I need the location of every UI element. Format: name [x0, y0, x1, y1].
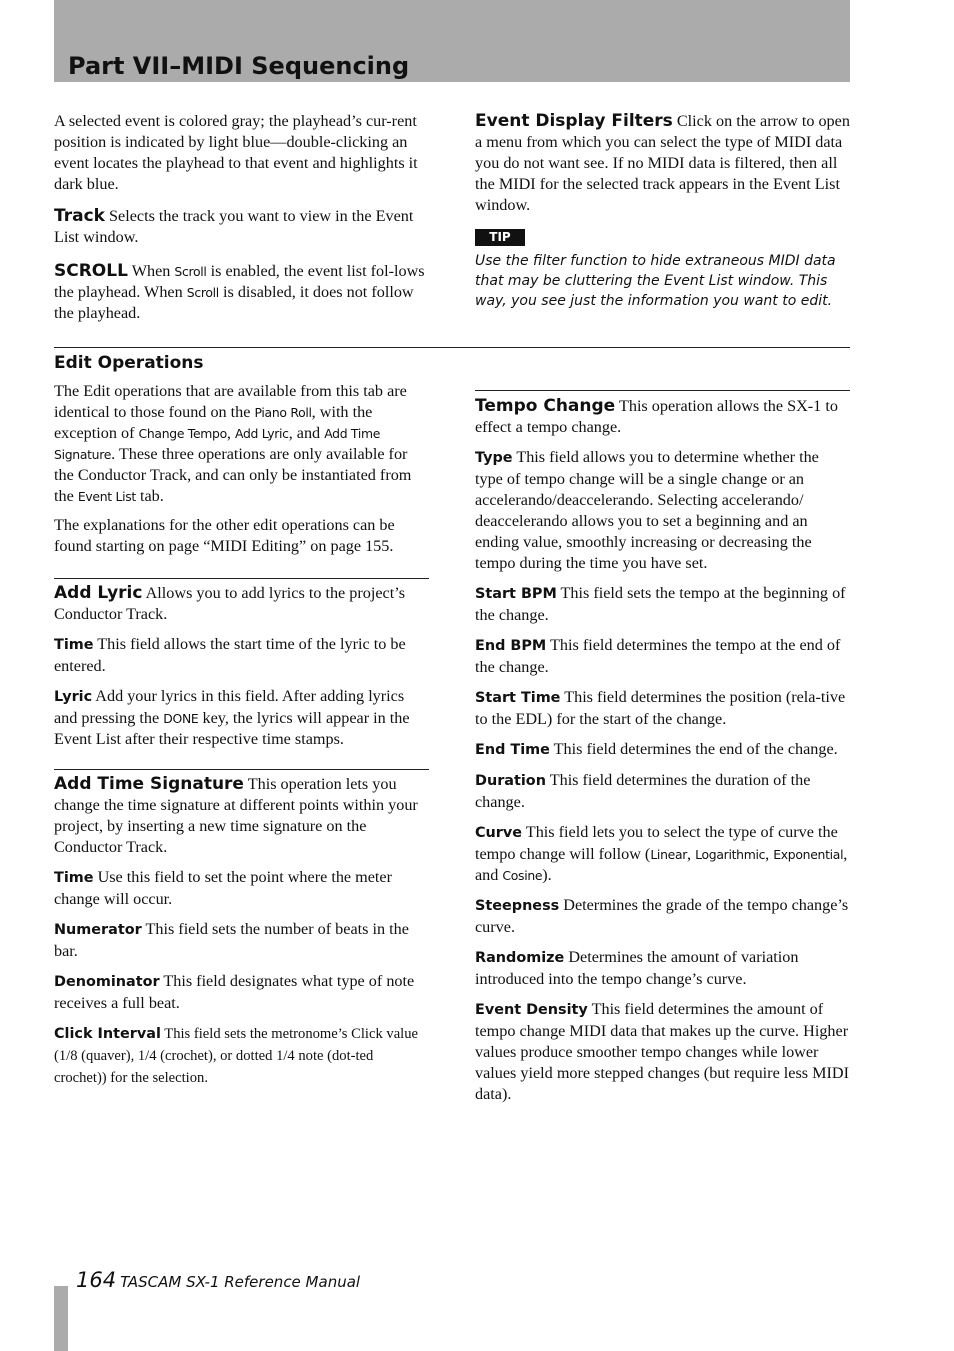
- type-term: Type: [475, 450, 513, 466]
- curve-text: ).: [542, 866, 552, 884]
- filters-text: Click on the arrow to open a menu from which you can select the type of MIDI data you do not want see. If no MIDI data is filtered, then all the MIDI for the selected track appears in the Event List window.: [475, 112, 850, 214]
- scroll-ui-label: Scroll: [174, 264, 207, 279]
- duration-text: This field determines the duration of the change.: [475, 771, 811, 811]
- curve-term: Curve: [475, 825, 523, 841]
- body-text: . These three operations are only available for the Conductor Track, and can only be instantiated from the: [54, 445, 412, 505]
- add-time-signature-divider: [54, 769, 429, 770]
- track-term: Track: [54, 206, 105, 226]
- denominator-paragraph: [54, 971, 429, 1014]
- lyric-field-paragraph: [54, 686, 429, 750]
- end-time-text: This field determines the end of the change.: [549, 740, 838, 758]
- end-time-paragraph: [475, 739, 850, 761]
- start-time-paragraph: [475, 687, 850, 730]
- start-bpm-paragraph: [475, 583, 850, 626]
- page-title: Part VII–MIDI Sequencing: [68, 52, 410, 80]
- curve-option: Logarithmic: [695, 847, 766, 862]
- randomize-paragraph: [475, 947, 850, 990]
- time-term: Time: [54, 637, 94, 653]
- scroll-term: SCROLL: [54, 261, 128, 281]
- filters-paragraph: [475, 111, 850, 216]
- edit-ops-paragraph-1: [54, 381, 429, 507]
- tempo-change-divider: [475, 390, 850, 391]
- footer-bar: [54, 1286, 68, 1351]
- lyric-text: Add your lyrics in this field. After adding lyrics and pressing the: [54, 687, 405, 727]
- add-lyric-divider: [54, 578, 429, 579]
- ui-label: Add Time Signature: [54, 426, 381, 462]
- end-bpm-term: End BPM: [475, 638, 547, 654]
- start-time-text: This field determines the position (rela-tive to the EDL) for the start of the change.: [475, 688, 846, 728]
- scroll-text: is disabled, it does not follow the playhead.: [54, 283, 414, 322]
- steepness-text: Determines the grade of the tempo change’s curve.: [475, 896, 849, 936]
- tempo-change-term: Tempo Change: [475, 396, 616, 416]
- numerator-paragraph: [54, 919, 429, 962]
- start-bpm-text: This field sets the tempo at the beginning of the change.: [475, 584, 846, 624]
- section-divider: [54, 347, 850, 348]
- add-time-signature-text: This operation lets you change the time signature at different points within your project, by inserting a new time signature on the Conductor Track.: [54, 775, 418, 856]
- body-text: , and: [288, 424, 325, 442]
- track-paragraph: [54, 206, 429, 248]
- denominator-text: This field designates what type of note receives a full beat.: [54, 972, 415, 1012]
- start-time-term: Start Time: [475, 690, 561, 706]
- add-lyric-term: Add Lyric: [54, 583, 143, 603]
- lyric-term: Lyric: [54, 689, 93, 705]
- steepness-paragraph: [475, 895, 850, 938]
- ts-time-paragraph: [54, 867, 429, 910]
- intro-paragraph: A selected event is colored gray; the playhead’s cur-rent position is indicated by light blue—double-clicking an event locates the playhead to that event and highlights it dark blue.: [54, 112, 418, 193]
- done-key-label: DONE: [163, 711, 199, 726]
- curve-paragraph: [475, 822, 850, 886]
- click-interval-paragraph: [54, 1023, 429, 1089]
- body-text: ,: [226, 424, 235, 442]
- duration-term: Duration: [475, 773, 546, 789]
- event-density-text: This field determines the amount of tempo change MIDI data that makes up the curve. Higher values produce smoother tempo changes while lower values yield more stepped changes (but require less MIDI data).: [475, 1000, 849, 1103]
- event-density-term: Event Density: [475, 1002, 588, 1018]
- add-lyric-paragraph: [54, 583, 429, 625]
- scroll-ui-label: Scroll: [186, 285, 219, 300]
- time-term: Time: [54, 870, 94, 886]
- ui-label: Piano Roll: [254, 405, 312, 420]
- start-bpm-term: Start BPM: [475, 586, 557, 602]
- end-bpm-paragraph: [475, 635, 850, 678]
- add-time-signature-term: Add Time Signature: [54, 774, 244, 794]
- edit-operations-heading: Edit Operations: [54, 353, 204, 373]
- add-lyric-section: [54, 583, 429, 750]
- add-time-signature-paragraph: [54, 774, 429, 858]
- body-text: The Edit operations that are available from this tab are identical to those found on the: [54, 382, 407, 421]
- tempo-change-paragraph: [475, 396, 850, 438]
- edit-ops-paragraph-2: The explanations for the other edit operations can be found starting on page “MIDI Editing” on page 155.: [54, 516, 395, 555]
- top-left-column: [54, 111, 429, 324]
- body-text: , with the exception of: [54, 403, 373, 442]
- type-text: This field allows you to determine whether the type of tempo change will be a single change or an accelerando/deaccelerando. Selecting accelerando/ deaccelerando allows you to set a beginning and an ending value, smoothly increasing or decreasing the tempo during the time you have set.: [475, 448, 819, 572]
- curve-text: This field lets you to select the type of curve the tempo change will follow (: [475, 823, 838, 863]
- randomize-term: Randomize: [475, 950, 565, 966]
- tempo-change-text: This operation allows the SX-1 to effect a tempo change.: [475, 397, 838, 436]
- tempo-change-section: [475, 396, 850, 1105]
- curve-text: ,: [765, 845, 774, 863]
- denominator-term: Denominator: [54, 974, 160, 990]
- manual-title: TASCAM SX-1 Reference Manual: [120, 1273, 361, 1291]
- event-density-paragraph: [475, 999, 850, 1105]
- ui-label: Add Lyric: [235, 426, 289, 441]
- track-text: Selects the track you want to view in the Event List window.: [54, 207, 414, 246]
- randomize-text: Determines the amount of variation introduced into the tempo change’s curve.: [475, 948, 799, 988]
- type-paragraph: [475, 447, 850, 574]
- numerator-term: Numerator: [54, 922, 142, 938]
- duration-paragraph: [475, 770, 850, 813]
- curve-option: Exponential: [773, 847, 844, 862]
- tip-badge: TIP: [475, 229, 525, 246]
- scroll-text: is enabled, the event list fol-lows the playhead. When: [54, 262, 425, 301]
- lyric-text: key, the lyrics will appear in the Event List after their respective time stamps.: [54, 709, 410, 748]
- footer: [76, 1268, 360, 1292]
- numerator-text: This field sets the number of beats in the bar.: [54, 920, 409, 960]
- curve-option: Linear: [650, 847, 688, 862]
- lyric-time-paragraph: [54, 634, 429, 677]
- time-text: Use this field to set the point where the meter change will occur.: [54, 868, 393, 908]
- edit-operations-body: [54, 381, 429, 557]
- tip-text: Use the filter function to hide extraneous MIDI data that may be cluttering the Event List window. This way, you see just the information you want to edit.: [475, 253, 836, 309]
- top-right-column: [475, 111, 850, 216]
- scroll-paragraph: [54, 261, 429, 324]
- curve-text: ,: [687, 845, 696, 863]
- ui-label: Change Tempo: [138, 426, 227, 441]
- ui-label: Event List: [77, 489, 136, 504]
- curve-option: Cosine: [502, 868, 543, 883]
- end-bpm-text: This field determines the tempo at the end of the change.: [475, 636, 841, 676]
- filters-term: Event Display Filters: [475, 111, 673, 131]
- add-lyric-text: Allows you to add lyrics to the project’s Conductor Track.: [54, 584, 406, 623]
- scroll-text: When: [127, 262, 175, 280]
- end-time-term: End Time: [475, 742, 550, 758]
- click-interval-term: Click Interval: [54, 1026, 161, 1042]
- time-text: This field allows the start time of the lyric to be entered.: [54, 635, 406, 675]
- steepness-term: Steepness: [475, 898, 560, 914]
- page-number: 164: [76, 1268, 117, 1292]
- add-time-signature-section: [54, 774, 429, 1089]
- click-interval-text: This field sets the metronome’s Click value (1/8 (quaver), 1/4 (crochet), or dotted 1/4 note (dot-ted crochet)) for the selection.: [54, 1026, 419, 1086]
- body-text: tab.: [135, 487, 164, 505]
- curve-text: , and: [475, 845, 848, 884]
- header-band: [54, 0, 850, 82]
